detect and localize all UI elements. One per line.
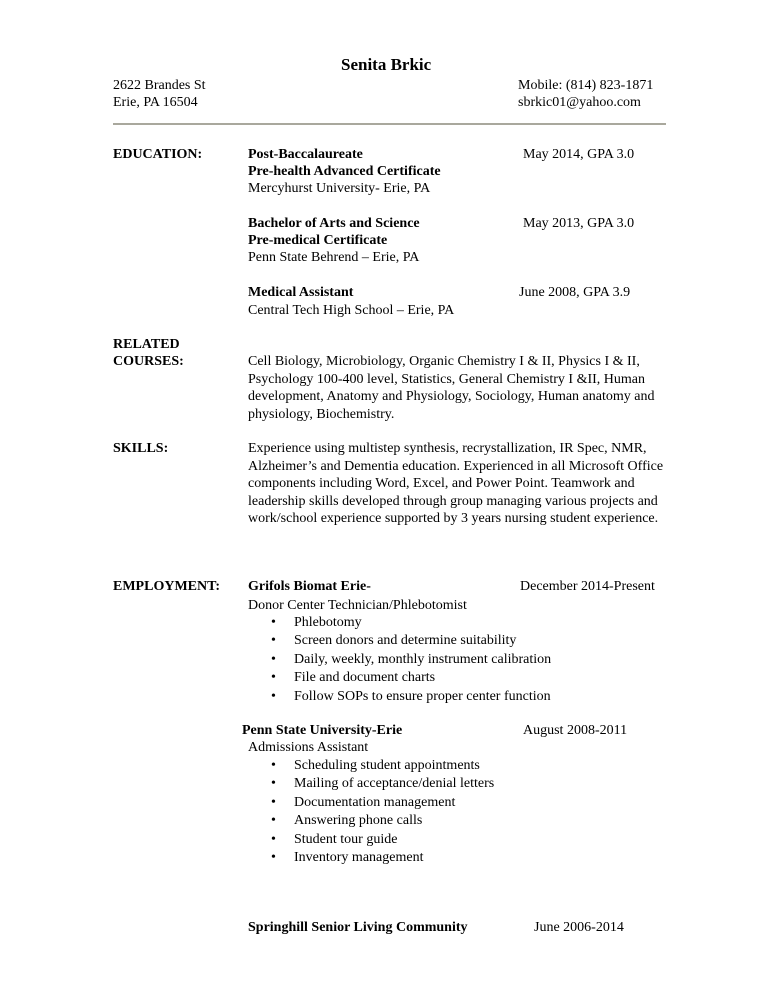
- education-3-school: Central Tech High School – Erie, PA: [248, 303, 455, 318]
- mobile-phone: Mobile: (814) 823-1871: [518, 78, 654, 93]
- list-item: • Documentation management: [271, 794, 494, 812]
- job-2-date: August 2008-2011: [523, 723, 628, 738]
- education-3-title: Medical Assistant: [248, 285, 354, 300]
- job-1-employer: Grifols Biomat Erie-: [248, 579, 371, 594]
- job-1-role: Donor Center Technician/Phlebotomist: [248, 598, 467, 613]
- education-2-date: May 2013, GPA 3.0: [523, 216, 635, 231]
- skills-heading: SKILLS:: [113, 441, 169, 456]
- courses-list: Cell Biology, Microbiology, Organic Chemistry I & II, Physics I & II, Psychology 100-400 level, Statistics, General Chemistry I &II, Human development, Anatomy and Physiology, Sociology, Human anatomy and physiology, Biochemistry.: [248, 354, 655, 422]
- list-item: • Student tour guide: [271, 831, 494, 849]
- list-item: • Follow SOPs to ensure proper center function: [271, 688, 551, 706]
- address-line-1: 2622 Brandes St: [113, 78, 206, 93]
- skills-text: Experience using multistep synthesis, recrystallization, IR Spec, NMR, Alzheimer’s and Dementia education. Experienced in all Microsoft Office components including Word, Excel, and Power Point. Teamwork and leadership skills developed through group managing various projects and work/school experience supported by 3 years nursing student experience.: [248, 441, 664, 526]
- education-1-subtitle: Pre-health Advanced Certificate: [248, 164, 441, 179]
- list-item: • Answering phone calls: [271, 812, 494, 830]
- job-3-date: June 2006-2014: [534, 920, 624, 935]
- list-item: • Inventory management: [271, 849, 494, 867]
- job-1-duties: [271, 614, 551, 706]
- education-1-title: Post-Baccalaureate: [248, 147, 363, 162]
- address-line-2: Erie, PA 16504: [113, 95, 198, 110]
- job-2-employer: Penn State University-Erie: [242, 723, 403, 738]
- education-2-school: Penn State Behrend – Erie, PA: [248, 250, 420, 265]
- employment-heading: EMPLOYMENT:: [113, 579, 221, 594]
- education-2-subtitle: Pre-medical Certificate: [248, 233, 388, 248]
- job-1-date: December 2014-Present: [520, 579, 655, 594]
- courses-heading-line-1: RELATED: [113, 337, 180, 352]
- list-item: • Phlebotomy: [271, 614, 551, 632]
- list-item: • Scheduling student appointments: [271, 757, 494, 775]
- job-2-role: Admissions Assistant: [248, 740, 369, 755]
- header-divider: [113, 123, 666, 125]
- job-2-duties: [271, 757, 494, 867]
- list-item: • Screen donors and determine suitability: [271, 632, 551, 650]
- email-address: sbrkic01@yahoo.com: [518, 95, 641, 110]
- list-item: • Daily, weekly, monthly instrument calibration: [271, 651, 551, 669]
- job-3-employer: Springhill Senior Living Community: [248, 920, 468, 935]
- courses-heading-line-2: COURSES:: [113, 354, 184, 369]
- list-item: • File and document charts: [271, 669, 551, 687]
- education-1-date: May 2014, GPA 3.0: [523, 147, 635, 162]
- list-item: • Mailing of acceptance/denial letters: [271, 775, 494, 793]
- education-3-date: June 2008, GPA 3.9: [519, 285, 631, 300]
- candidate-name: Senita Brkic: [341, 55, 432, 74]
- education-1-school: Mercyhurst University- Erie, PA: [248, 181, 431, 196]
- education-2-title: Bachelor of Arts and Science: [248, 216, 420, 231]
- education-heading: EDUCATION:: [113, 147, 203, 162]
